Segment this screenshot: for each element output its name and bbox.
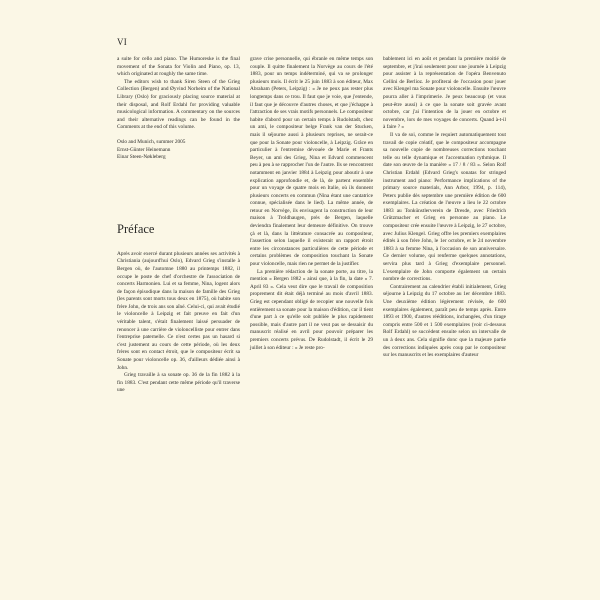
section-heading: Préface	[117, 221, 155, 236]
preface-paragraph: Il va de soi, comme le requiert automatiquement tout travail de copie créatif, que le compositeur accompagne sa nouvelle copie de nombreuses corrections touchant telle ou telle dynamique et l'accentuation rythmique. Il date son œuvre de la manière « 17 / 8 / 83 ». Selon Rolf Christian Erdahl (Edvard Grieg's sonatas for stringed instrument and piano: Performance implications of the primary source materials, Ann Arbor, 1994, p. 114), Peters publie dès septembre une première édition de 600 exemplaires. La création de l'œuvre a lieu le 22 octobre 1883 au Tonkünstlerverein de Dresde, avec Friedrich Grützmacher et Grieg en personne au piano. Le compositeur crée ensuite l'œuvre à Leipzig, le 27 octobre, avec Julius Klengel. Grieg offre les premiers exemplaires édités à son frère John, le 1er octobre, et le 24 novembre 1883 à sa femme Nina, à l'occasion de son anniversaire. Ce dernier volume, qui renferme quelques annotations, servira plus tard à Grieg d'exemplaire personnel. L'exemplaire de John comporte également un certain nombre de corrections.	[383, 131, 506, 283]
foreword-paragraph: a suite for cello and piano. The Humoreske is the final movement of the Sonata for Violin and Piano, op. 13, which originated at roughly the same time.	[117, 56, 240, 78]
column-middle	[250, 56, 373, 352]
column-right	[383, 56, 506, 360]
column-left	[117, 56, 240, 395]
signature-line: Oslo and Munich, summer 2005	[117, 138, 186, 145]
preface-paragraph: Après avoir exercé durant plusieurs années ses activités à Christiania (aujourd'hui Oslo), Edvard Grieg s'installe à Bergen où, de l'automne 1880 au printemps 1882, il occupe le poste de chef d'orchestre de l'association de concerts Harmonien. Lui et sa femme, Nina, logent alors de façon épisodique dans la maison de famille des Grieg (les parents sont morts tous deux en 1875), où habite son frère John, de trois ans son aîné. Celui-ci, qui avait étudié le violoncelle à Leipzig et fait preuve en fait d'un véritable talent, s'était finalement laissé persuader de renoncer à une carrière de violoncelliste pour entrer dans l'entreprise paternelle. Ce n'est certes pas un hasard si c'est justement au cours de cette période, où les deux frères sont en contact étroit, que le compositeur écrit sa Sonate pour violoncelle op. 36, d'ailleurs dédiée ainsi à John.	[117, 250, 240, 371]
preface-paragraph: Grieg travaille à sa sonate op. 36 de la fin 1882 à la fin 1883. C'est pendant cette même période qu'il traverse une	[117, 372, 240, 394]
signature-block	[117, 139, 240, 162]
page-number: VI	[117, 37, 128, 47]
foreword-paragraph: The editors wish to thank Siren Steen of the Grieg Collection (Bergen) and Øyvind Norheim of the National Library (Oslo) for graciously placing source material at their disposal, and Rolf Erdahl for providing valuable musicological information. A commentary on the sources and their alternative readings can be found in the Comments at the end of this volume.	[117, 78, 240, 131]
preface-paragraph: grave crise personnelle, qui ébranle en même temps son couple. Il quitte finalement la Norvège au cours de l'été 1883, pour un temps indéterminé, qui va se prolonger plusieurs mois. Il écrit le 25 juin 1883 à son éditeur, Max Abraham (Peters, Leipzig) : « Je ne peux pas rester plus longtemps dans ce trou. Il faut que je voie, que j'entende, il faut que je découvre d'autres choses, et que j'échappe à l'attraction de ses vrais motifs personnels. Le compositeur habite d'abord pour un certain temps à Rudolstadt, chez un ami, le compositeur belge Frank van der Stucken, mais il séjourne aussi à plusieurs reprises, ne serait-ce que pour la Sonate pour violoncelle, à Leipzig. Grâce en particulier à l'entremise dévouée de Marie et Frants Beyer, un ami des Grieg, Nina et Edvard commencent peu à peu à se rapprocher l'un de l'autre. Ils se rencontrent notamment en janvier 1884 à Leipzig pour aboutir à une explication approfondie et, de là, de partent ensemble pour un voyage de quatre mois en Italie, où ils donnent plusieurs concerts en commun (Nina étant une cantatrice connue, spécialisée dans le lied). La même année, de retour en Norvège, ils envisagent la construction de leur maison à Troldhaugen, près de Bergen, laquelle deviendra finalement leur demeure définitive. On trouve çà et là, dans la littérature consacrée au compositeur, l'assertion selon laquelle il existerait un rapport étroit entre les circonstances particulières de cette période et certains problèmes de composition touchant la Sonate pour violoncelle, mais rien ne permet de la justifier.	[250, 56, 373, 268]
preface-paragraph: La première rédaction de la sonate porte, au titre, la mention « Bergen 1882 » ainsi que, à la fin, la date « 7. April 83 ». Cela veut dire que le travail de composition proprement dit était déjà terminé au mois d'avril 1883. Grieg est cependant obligé de recopier une nouvelle fois entièrement sa sonate pour la maison d'édition, car il tient d'une part à ce qu'elle soit publiée le plus rapidement possible, mais d'autre part il ne veut pas se dessaisir du manuscrit réalisé en avril pour pouvoir préparer les premiers concerts prévus. De Rudolstadt, il écrit le 29 juillet à son éditeur : « Je reste pro-	[250, 268, 373, 351]
preface-paragraph: Contrairement au calendrier établi initialement, Grieg séjourne à Leipzig du 17 octobre au 1er décembre 1883. Une deuxième édition légèrement révisée, de 600 exemplaires également, paraît peu de temps après. Entre 1893 et 1900, d'autres rééditions, inchangées, d'un tirage compris entre 500 et 1 500 exemplaires (voir ci-dessous Rolf Erdahl) se succèdent ensuite selon un intervalle de un à deux ans. Cela signifie donc que la majeure partie des corrections indiquées après coup par le compositeur sur les manuscrits et les exemplaires d'auteur	[383, 283, 506, 359]
signature-line: Ernst-Günter Heinemann	[117, 146, 171, 153]
preface-paragraph: bablement ici en août et pendant la première moitié de septembre, et j'irai seulement pour une journée à Leipzig pour assister à la représentation de l'opéra Benvenuto Cellini de Berlioz. Je profiterai de l'occasion pour jouer avec Klengel ma Sonate pour violoncelle. Ensuite l'œuvre pourra aller à l'imprimerie. Je peux beaucoup (et vous peut-être aussi) à ce que la sonate soit gravée avant octobre, car j'ai l'intention de la jouer en octobre et novembre, lors de mes voyages de concerts. Quand à-t-il à faire ? »	[383, 56, 506, 131]
signature-line: Einar Steen-Nøkleberg	[117, 154, 166, 161]
